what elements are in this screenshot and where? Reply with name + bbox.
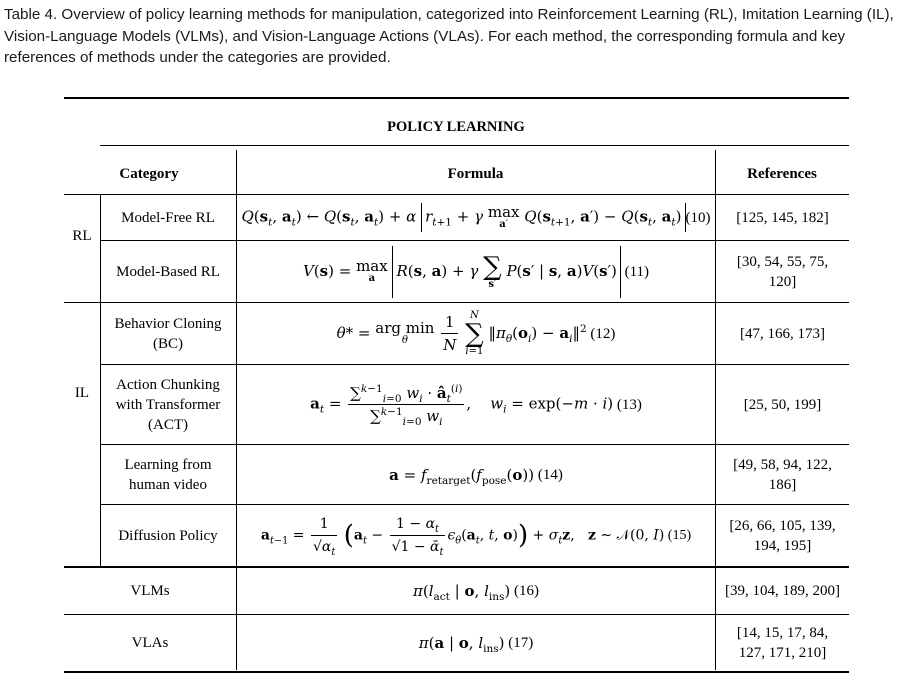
- refs-behavior-cloning: [47, 166, 173]: [740, 325, 825, 342]
- category-behavior-cloning: Behavior Cloning (BC): [114, 315, 222, 352]
- group-il: IL: [74, 385, 90, 401]
- category-diffusion-policy: Diffusion Policy: [118, 527, 218, 544]
- header-category: Category: [119, 166, 179, 182]
- category-vlas: VLAs: [131, 635, 169, 651]
- formula-model-free-rl: $Q(s_t$, $a_t$) ← $Q(s_t$, $a_t) + \alpha$ $r_{t+1} + \gamma$ max a′ $Q(s_{t+1}$, $a') - Q(s_t$, $a_t$) (10): [241, 203, 711, 230]
- refs-model-free-rl: [125, 145, 182]: [736, 209, 829, 226]
- bottom-rule: [64, 671, 849, 673]
- formula-vlms: $\pi(l_{act}$ | o, $l_{ins}$) (16): [413, 582, 539, 603]
- refs-vlas: [14, 15, 17, 84, 127, 171, 210]: [736, 625, 829, 661]
- refs-human-video: [49, 58, 94, 122, 186]: [733, 456, 832, 493]
- eq-number-12: (12): [590, 325, 616, 342]
- formula-diffusion-policy: $a_{t-1}$ = $\frac{1}{√\alpha_t}$ ($a_t$ − $\frac{1 - \alpha_t}{√1 - ᾱ_t}$ $\epsilon_\theta(a_t$, t, $o)) + \sigma_tz$, z ∼ 𝒩(0, I) (15): [260, 516, 692, 558]
- refs-diffusion-policy: [26, 66, 105, 139, 194, 195]: [729, 517, 836, 554]
- eq-number-13: (13): [616, 396, 642, 413]
- refs-model-based-rl: [30, 54, 55, 75, 120]: [736, 253, 829, 290]
- top-rule: [64, 97, 849, 99]
- formula-vlas: π(a | o, $l_{ins}$) (17): [418, 634, 534, 655]
- formula-model-based-rl: V(s) = max a R(s, a) + γ ∑ s′ P(s′ | s, a)V(s′) (11): [237, 241, 715, 302]
- header-references: References: [747, 166, 817, 182]
- table-caption: Table 4. Overview of policy learning methods for manipulation, categorized into Reinforcement Learning (RL), Imitation Learning (IL), Vision-Language Models (VLMs), and Vision-Language Actions (VLAs). For each method, the corresponding formula and key references of methods under the categories are provided.: [4, 6, 894, 66]
- formula-behavior-cloning: θ* = arg min θ $\frac{1}{N}$ N ∑ i=1 $‖\pi_\theta(o_i)$ − $a_i‖^2$ (12): [336, 309, 616, 357]
- refs-act: [25, 50, 199]: [743, 396, 822, 413]
- formula-act: $a_t$ = $\frac{\sum^{k-1}_{i=0} w_i \cdot â_t^{(i)}}{\sum^{k-1}_{i=0} w_i}$ , $w_i = \exp(-m \cdot i)$ (13): [310, 383, 642, 428]
- header-formula: Formula: [447, 166, 504, 182]
- eq-number-15: (15): [667, 527, 692, 543]
- group-rl: RL: [72, 228, 92, 244]
- formula-human-video: $a = f_{retarget}(f_{pose}(o))$ (14): [389, 465, 563, 487]
- eq-number-10: (10): [685, 209, 711, 226]
- category-human-video: Learning from human video: [124, 456, 212, 493]
- eq-number-16: (16): [514, 583, 539, 599]
- eq-number-14: (14): [537, 466, 563, 483]
- category-model-free-rl: Model-Free RL: [121, 209, 215, 226]
- eq-number-11: (11): [624, 263, 650, 280]
- category-act: Action Chunking with Transformer (ACT): [115, 376, 221, 433]
- table-title: POLICY LEARNING: [387, 119, 525, 135]
- refs-vlms: [39, 104, 189, 200]: [725, 583, 840, 599]
- category-model-based-rl: Model-Based RL: [116, 263, 220, 280]
- title-rule: [100, 145, 849, 146]
- category-vlms: VLMs: [130, 583, 170, 599]
- eq-number-17: (17): [508, 635, 534, 651]
